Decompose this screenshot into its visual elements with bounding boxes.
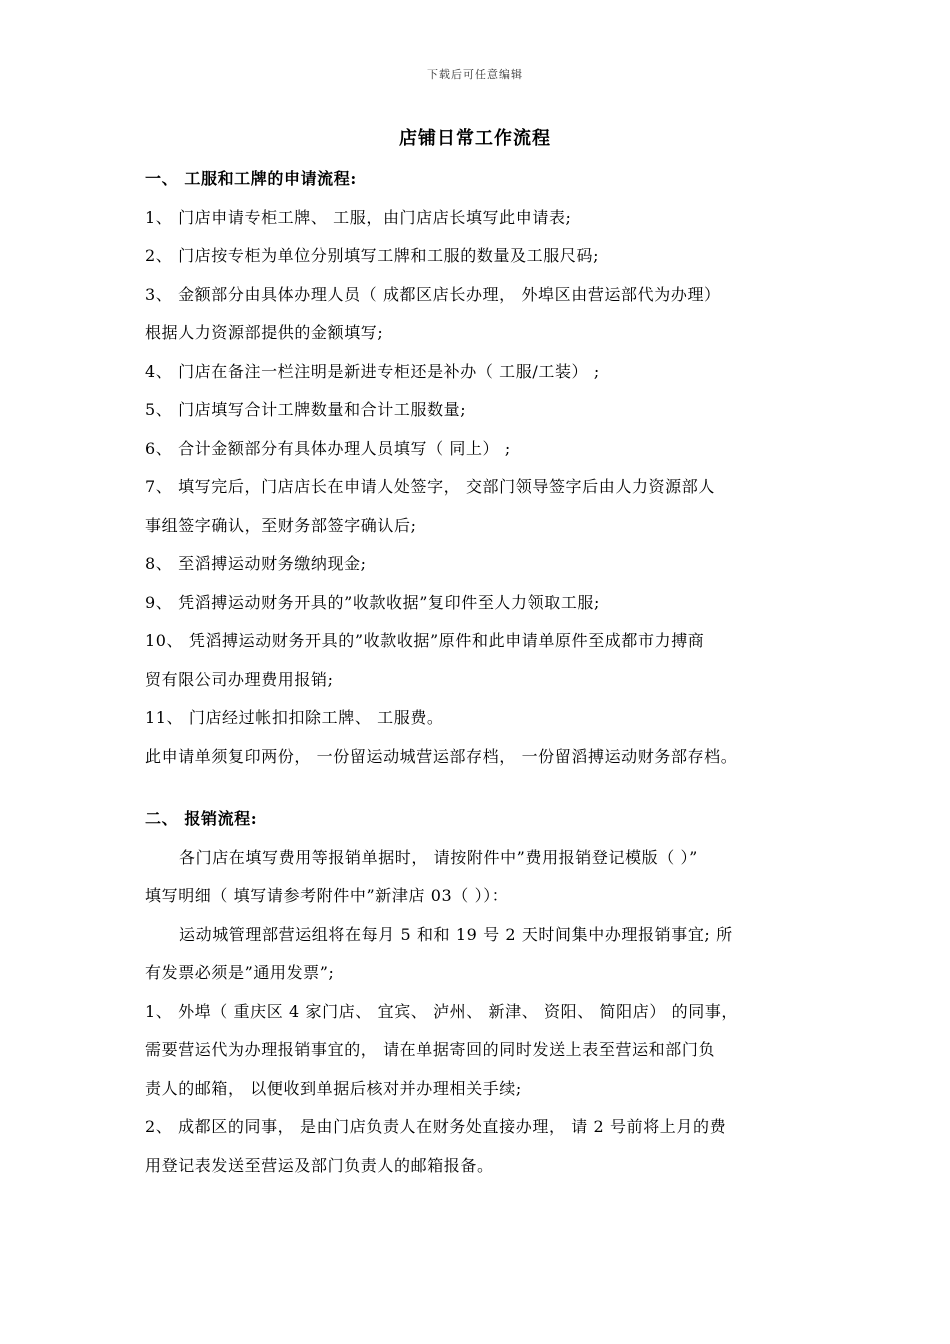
header-note: 下载后可任意编辑 [427, 68, 523, 81]
paragraph-line: 5、 门店填写合计工牌数量和合计工服数量; [145, 400, 467, 419]
document-title: 店铺日常工作流程 [399, 128, 551, 149]
paragraph-line: 4、 门店在备注一栏注明是新进专柜还是补办（ 工服/工装） ; [145, 361, 600, 381]
paragraph-line: 有发票必须是”通用发票”; [145, 963, 335, 982]
document-body [145, 160, 810, 1185]
paragraph-line: 责人的邮箱， 以便收到单据后核对并办理相关手续; [145, 1078, 522, 1098]
paragraph-line: 2、 成都区的同事， 是由门店负责人在财务处直接办理， 请 2 号前将上月的费 [145, 1117, 727, 1136]
paragraph-line: 各门店在填写费用等报销单据时， 请按附件中”费用报销登记模版（ ）” [179, 847, 698, 867]
paragraph-line: 7、 填写完后，门店店长在申请人处签字， 交部门领导签字后由人力资源部人 [145, 477, 715, 496]
paragraph-line: 3、 金额部分由具体办理人员（ 成都区店长办理， 外埠区由营运部代为办理） [145, 284, 721, 304]
paragraph-line: 2、 门店按专柜为单位分别填写工牌和工服的数量及工服尺码; [145, 246, 600, 265]
paragraph-line: 10、 凭滔搏运动财务开具的”收款收据”原件和此申请单原件至成都市力搏商 [145, 631, 705, 650]
paragraph-line: 运动城管理部营运组将在每月 5 和和 19 号 2 天时间集中办理报销事宜; 所 [179, 924, 733, 944]
paragraph-line: 9、 凭滔搏运动财务开具的”收款收据”复印件至人力领取工服; [145, 592, 601, 612]
paragraph-line: 1、 外埠（ 重庆区 4 家门店、 宜宾、 泸州、 新津、 资阳、 简阳店） 的同事， [145, 1001, 739, 1021]
paragraph-line: 1、 门店申请专柜工牌、 工服，由门店店长填写此申请表; [145, 207, 572, 227]
section-gap [145, 776, 810, 800]
section-heading-reimbursement: 二、 报销流程: [145, 809, 258, 828]
paragraph-line: 贸有限公司办理费用报销; [145, 669, 334, 689]
paragraph-line: 8、 至滔搏运动财务缴纳现金; [145, 554, 367, 573]
paragraph-line: 6、 合计金额部分有具体办理人员填写（ 同上） ; [145, 438, 511, 458]
paragraph-line: 此申请单须复印两份， 一份留运动城营运部存档， 一份留滔搏运动财务部存档。 [145, 746, 738, 766]
paragraph-line: 事组签字确认，至财务部签字确认后; [145, 515, 417, 535]
paragraph-line: 根据人力资源部提供的金额填写; [145, 323, 384, 342]
section-heading-uniform-badge: 一、 工服和工牌的申请流程: [145, 169, 357, 188]
paragraph-line: 用登记表发送至营运及部门负责人的邮箱报备。 [145, 1155, 494, 1175]
paragraph-line: 需要营运代为办理报销事宜的， 请在单据寄回的同时发送上表至营运和部门负 [145, 1040, 716, 1059]
paragraph-line: 11、 门店经过帐扣扣除工牌、 工服费。 [145, 708, 444, 727]
paragraph-line: 填写明细（ 填写请参考附件中”新津店 03（ ））： [145, 886, 509, 905]
